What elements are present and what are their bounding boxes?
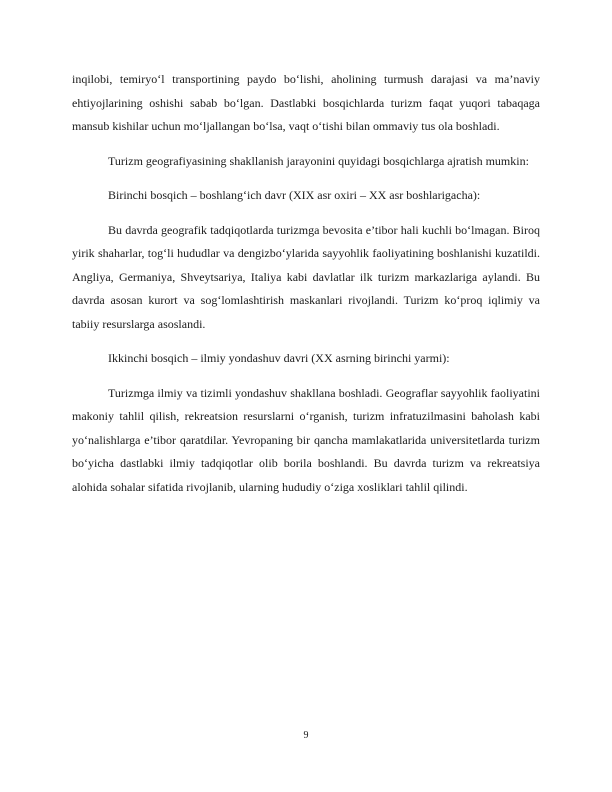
paragraph-stages-intro: Turizm geografiyasining shakllanish jarayonini quyidagi bosqichlarga ajratish mumkin: [108,153,529,168]
paragraph-second-stage-heading: Ikkinchi bosqich – ilmiy yondashuv davri (XX asrning birinchi yarmi): [108,351,450,365]
paragraph-second-stage-body: Turizmga ilmiy va tizimli yondashuv shakllana boshladi. Geograflar sayyohlik faoliyatini makoniy tahlil qilish, rekreatsion resurslarni o‘rganish, turizm infratuzilmasini baholash kabi yo‘nalishlarga e’tibor qaratdilar. Yevropaning bir qancha mamlakatlarida universitetlarda turizm bo‘yicha dastlabki ilmiy tadqiqotlar olib borila boshlandi. Bu davrda turizm va rekreatsiya alohida sohalar sifatida rivojlanib, ularning hududiy o‘ziga xosliklari tahlil qilindi. [72,385,540,494]
paragraph-first-stage-body: Bu davrda geografik tadqiqotlarda turizmga bevosita e’tibor hali kuchli bo‘lmagan. Biroq yirik shaharlar, tog‘li hududlar va dengizbo‘ylarida sayyohlik faoliyatining boshlanishi kuzatildi. Angliya, Germaniya, Shveytsariya, Italiya kabi davlatlar ilk turizm markazlariga aylandi. Bu davrda asosan kurort va sog‘lomlashtirish maskanlari rivojlandi. Turizm ko‘proq iqlimiy va tabiiy resurslarga asoslandi. [72,222,540,331]
document-page [72,68,540,499]
paragraph-continuation: inqilobi, temiryo‘l transportining paydo bo‘lishi, aholining turmush darajasi va ma’naviy ehtiyojlarining oshishi sabab bo‘lgan. Dastlabki bosqichlarda turizm faqat yuqori tabaqaga mansub kishilar uchun mo‘ljallangan bo‘lsa, vaqt o‘tishi bilan ommaviy tus ola boshladi. [72,72,540,133]
page-number: 9 [303,730,309,741]
paragraph-first-stage-heading: Birinchi bosqich – boshlang‘ich davr (XIX asr oxiri – XX asr boshlarigacha): [108,188,481,202]
